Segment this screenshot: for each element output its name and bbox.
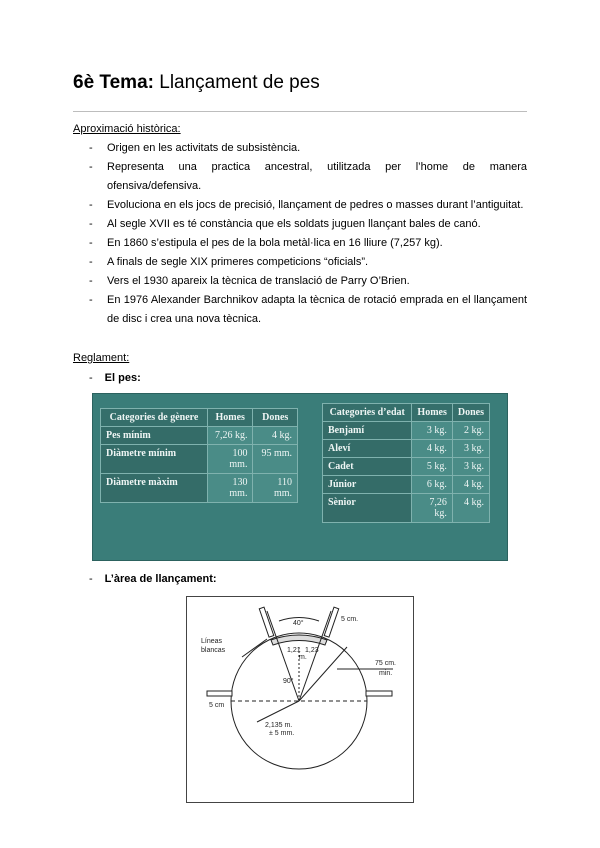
list-item: - Origen en les activitats de subsistència. (73, 139, 527, 158)
white-line-left (207, 691, 232, 696)
table-cell: 95 mm. (253, 445, 298, 474)
label-angle-40: 40° (293, 620, 304, 627)
table-cell: 4 kg. (412, 440, 452, 458)
table-row (323, 494, 490, 523)
table-cell: 4 kg. (253, 427, 298, 445)
sector-line-band-right (324, 607, 338, 637)
table-cell: 4 kg. (452, 494, 489, 523)
historic-heading: Aproximació històrica: (73, 123, 181, 135)
table-row (323, 440, 490, 458)
area-subheading: - L’àrea de llançament: (89, 573, 217, 585)
table-cell: Pes mínim (101, 427, 208, 445)
table-cell: 100 mm. (208, 445, 253, 474)
table-row (323, 422, 490, 440)
table-cell: Benjamí (323, 422, 412, 440)
list-item: - Evoluciona en els jocs de precisió, llançament de pedres o masses durant l’antiguitat. (73, 196, 527, 215)
table-cell: 7,26 kg. (412, 494, 452, 523)
list-item: - Representa una practica ancestral, utilitzada per l’home de manera ofensiva/defensiva. (73, 158, 527, 196)
gender-table (100, 408, 298, 503)
list-item: - En 1976 Alexander Barchnikov adapta la tècnica de rotació emprada en el llançament de disc i crea una nova tècnica. (73, 291, 527, 329)
table-row (101, 474, 298, 503)
white-line-right (366, 691, 392, 696)
table-row (101, 445, 298, 474)
table-header: Dones (452, 404, 489, 422)
list-item: - Vers el 1930 apareix la tècnica de translació de Parry O’Brien. (73, 272, 527, 291)
label-75cm: 75 cm. (375, 660, 397, 667)
table-cell: 6 kg. (412, 476, 452, 494)
list-item: - Al segle XVII es té constància que els soldats juguen llançant bales de canó. (73, 215, 527, 234)
table-header: Categories de gènere (101, 409, 208, 427)
throwing-circle-figure (187, 597, 413, 802)
title-bold: 6è Tema: (73, 72, 154, 93)
table-cell: Sènior (323, 494, 412, 523)
age-table (322, 403, 490, 523)
label-5cm-top: 5 cm. (341, 616, 359, 623)
list-item: - A finals de segle XIX primeres competicions “oficials”. (73, 253, 527, 272)
label-lineas: Líneas (201, 638, 223, 645)
pes-subheading: - El pes: (89, 372, 141, 384)
table-cell: Júnior (323, 476, 412, 494)
label-123: 1,23 (305, 647, 319, 654)
pes-label: El pes: (104, 372, 141, 384)
table-row (101, 427, 298, 445)
table-header: Categories d’edat (323, 404, 412, 422)
reglament-heading: Reglament: (73, 352, 130, 364)
radius-line (257, 701, 299, 722)
page-title (73, 72, 320, 94)
label-unit-m: m. (299, 654, 307, 661)
throwing-area-diagram (186, 596, 414, 803)
stop-board (271, 635, 327, 645)
table-row (323, 476, 490, 494)
weights-panel (92, 393, 508, 561)
label-121: 1,21 (287, 647, 301, 654)
title-divider (73, 111, 527, 112)
table-cell: Diàmetre mínim (101, 445, 208, 474)
sector-line-band-left (259, 607, 273, 637)
label-5cm-left: 5 cm (209, 702, 225, 709)
table-cell: 130 mm. (208, 474, 253, 503)
label-tolerance: ± 5 mm. (269, 730, 295, 737)
table-header: Homes (412, 404, 452, 422)
area-label: L’àrea de llançament: (104, 573, 217, 585)
label-angle-90: 90° (283, 678, 294, 685)
label-blancas: blancas (201, 647, 226, 654)
title-rest: Llançament de pes (153, 72, 320, 93)
table-cell: Diàmetre màxim (101, 474, 208, 503)
list-item: - En 1860 s’estipula el pes de la bola metàl·lica en 16 lliure (7,257 kg). (73, 234, 527, 253)
table-cell: Aleví (323, 440, 412, 458)
table-header: Homes (208, 409, 253, 427)
historic-list (73, 139, 527, 329)
table-cell: 2 kg. (452, 422, 489, 440)
label-min: min. (379, 670, 393, 677)
table-cell: 3 kg. (452, 440, 489, 458)
table-cell: 5 kg. (412, 458, 452, 476)
leader-line (242, 639, 267, 657)
table-cell: 7,26 kg. (208, 427, 253, 445)
table-cell: 3 kg. (412, 422, 452, 440)
table-cell: Cadet (323, 458, 412, 476)
label-diameter: 2,135 m. (265, 722, 293, 729)
table-cell: 4 kg. (452, 476, 489, 494)
table-header: Dones (253, 409, 298, 427)
table-cell: 3 kg. (452, 458, 489, 476)
table-row (323, 458, 490, 476)
table-cell: 110 mm. (253, 474, 298, 503)
